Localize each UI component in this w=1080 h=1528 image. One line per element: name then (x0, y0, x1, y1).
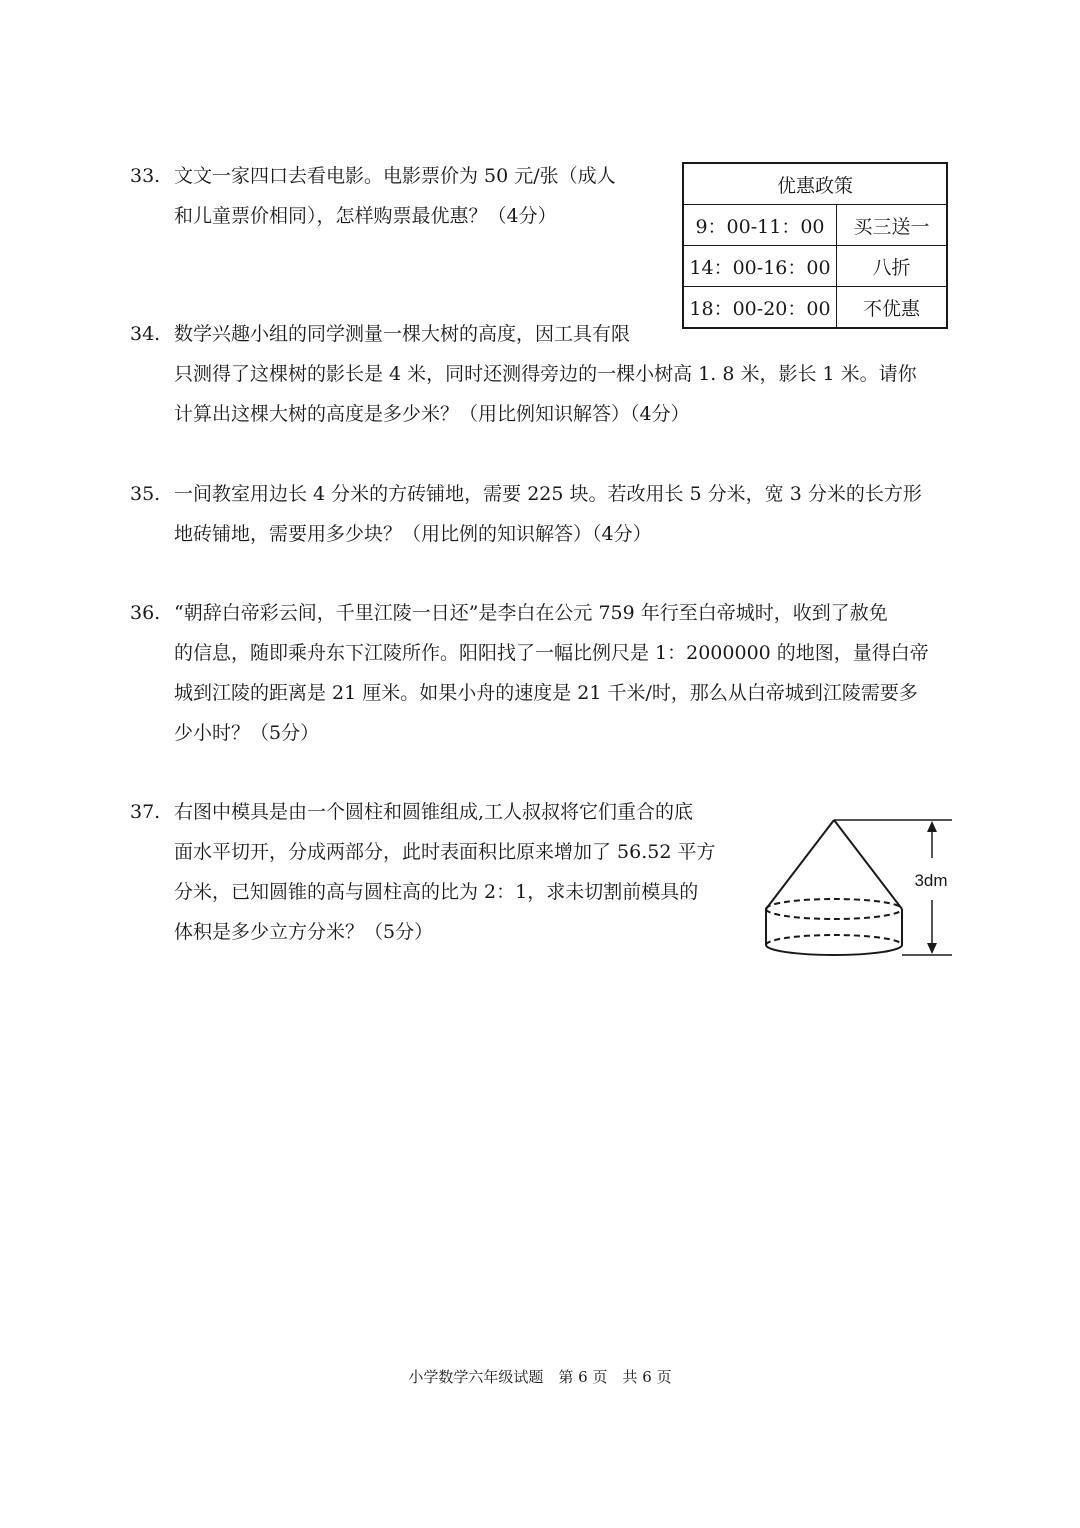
question-text: 和儿童票价相同），怎样购票最优惠？（4分） (174, 205, 557, 227)
question-text: 地砖铺地，需要用多少块？（用比例的知识解答）（4分） (174, 523, 652, 545)
page-footer: 小学数学六年级试题 第 6 页 共 6 页 (408, 1368, 672, 1386)
height-label: 3dm (914, 871, 948, 890)
question-text: 只测得了这棵树的影长是 4 米，同时还测得旁边的一棵小树高 1. 8 米，影长 1 米。请你 (174, 363, 917, 385)
question-text: 面水平切开，分成两部分，此时表面积比原来增加了 56.52 平方 (174, 841, 716, 863)
time-cell: 18：00-20：00 (683, 287, 837, 329)
cone-cylinder-figure (760, 812, 960, 962)
question-text: 城到江陵的距离是 21 厘米。如果小舟的速度是 21 千米/时，那么从白帝城到江陵需要多 (174, 682, 918, 704)
question-number: 34. (130, 323, 161, 345)
offer-cell: 不优惠 (837, 287, 948, 329)
question-text: 文文一家四口去看电影。电影票价为 50 元/张（成人 (174, 165, 616, 187)
time-cell: 14：00-16：00 (683, 246, 837, 287)
question-text: 计算出这棵大树的高度是多少米？（用比例知识解答）（4分） (174, 403, 690, 425)
question-text: 体积是多少立方分米？（5分） (174, 921, 434, 943)
cone-right-edge (834, 820, 902, 909)
offer-cell: 买三送一 (837, 205, 948, 246)
question-text: 右图中模具是由一个圆柱和圆锥组成,工人叔叔将它们重合的底 (174, 801, 694, 823)
question-text: “朝辞白帝彩云间，千里江陵一日还”是李白在公元 759 年行至白帝城时，收到了赦免 (174, 602, 888, 624)
table-row (683, 246, 947, 287)
cylinder-top-back (766, 899, 902, 909)
time-cell: 9：00-11：00 (683, 205, 837, 246)
cone-left-edge (766, 820, 834, 909)
table-row (683, 205, 947, 246)
discount-policy-table (682, 162, 948, 329)
question-number: 36. (130, 602, 161, 624)
question-text: 一间教室用边长 4 分米的方砖铺地，需要 225 块。若改用长 5 分米，宽 3 分米的长方形 (174, 483, 922, 505)
question-number: 33. (130, 165, 161, 187)
question-text: 少小时？（5分） (174, 722, 320, 744)
question-text: 数学兴趣小组的同学测量一棵大树的高度，因工具有限 (174, 323, 631, 345)
question-text: 分米，已知圆锥的高与圆柱高的比为 2：1，求未切割前模具的 (174, 881, 699, 903)
question-number: 35. (130, 483, 161, 505)
cylinder-bottom-front (766, 945, 902, 955)
cylinder-top-front (766, 909, 902, 919)
question-number: 37. (130, 801, 161, 823)
arrow-head-down (927, 943, 937, 954)
table-title: 优惠政策 (683, 163, 947, 205)
offer-cell: 八折 (837, 246, 948, 287)
cylinder-bottom-back (766, 935, 902, 945)
question-text: 的信息，随即乘舟东下江陵所作。阳阳找了一幅比例尺是 1：2000000 的地图，量得白帝 (174, 642, 929, 664)
arrow-head-up (927, 821, 937, 832)
